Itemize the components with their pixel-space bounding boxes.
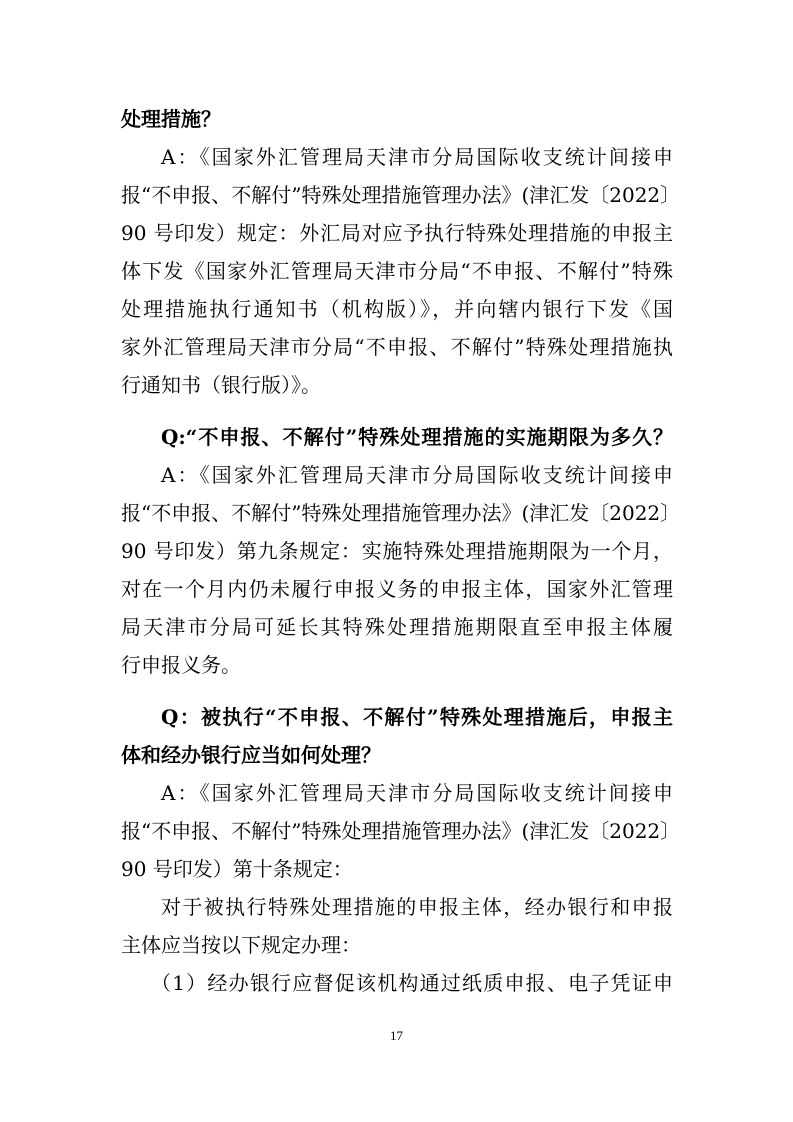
answer-2-line-2: 报“不申报、不解付”特殊处理措施管理办法》(津汇发〔2022〕 [121,501,681,525]
answer-2-line-1: A：《国家外汇管理局天津市分局国际收支统计间接申 [161,463,673,487]
list-item-1-line-1: （1）经办银行应督促该机构通过纸质申报、电子凭证申 [151,971,673,995]
answer-1-line-4: 体下发《国家外汇管理局天津市分局“不申报、不解付”特殊 [121,259,673,283]
answer-2-line-4: 对在一个月内仍未履行申报义务的申报主体，国家外汇管理 [121,577,673,601]
answer-3-line-3: 90 号印发）第十条规定： [121,857,353,881]
page-number: 17 [390,1028,403,1043]
question-heading-3-line-2: 体和经办银行应当如何处理？ [121,743,381,767]
question-heading-1-tail: 处理措施？ [121,107,221,131]
section-gap [121,684,673,698]
section-gap [121,404,673,418]
answer-2-line-3: 90 号印发）第九条规定：实施特殊处理措施期限为一个月， [121,539,673,563]
answer-3-line-1: A：《国家外汇管理局天津市分局国际收支统计间接申 [161,781,673,805]
paragraph-3-line-2: 主体应当按以下规定办理： [121,933,361,957]
answer-1-line-7: 行通知书（银行版）》。 [121,373,321,397]
answer-1-line-6: 家外汇管理局天津市分局“不申报、不解付”特殊处理措施执 [121,335,673,359]
question-heading-3-line-1: Q：被执行“不申报、不解付”特殊处理措施后，申报主 [161,705,673,729]
page-content [121,100,681,1002]
question-heading-2: Q:“不申报、不解付”特殊处理措施的实施期限为多久？ [161,425,673,449]
answer-2-line-6: 行申报义务。 [121,653,241,677]
paragraph-3-line-1: 对于被执行特殊处理措施的申报主体，经办银行和申报 [161,895,673,919]
answer-3-line-2: 报“不申报、不解付”特殊处理措施管理办法》(津汇发〔2022〕 [121,819,681,843]
answer-2-line-5: 局天津市分局可延长其特殊处理措施期限直至申报主体履 [121,615,673,639]
answer-1-line-1: A：《国家外汇管理局天津市分局国际收支统计间接申 [161,145,673,169]
answer-1-line-5: 处理措施执行通知书（机构版）》，并向辖内银行下发《国 [121,297,673,321]
answer-1-line-3: 90 号印发）规定：外汇局对应予执行特殊处理措施的申报主 [121,221,673,245]
answer-1-line-2: 报“不申报、不解付”特殊处理措施管理办法》(津汇发〔2022〕 [121,183,681,207]
